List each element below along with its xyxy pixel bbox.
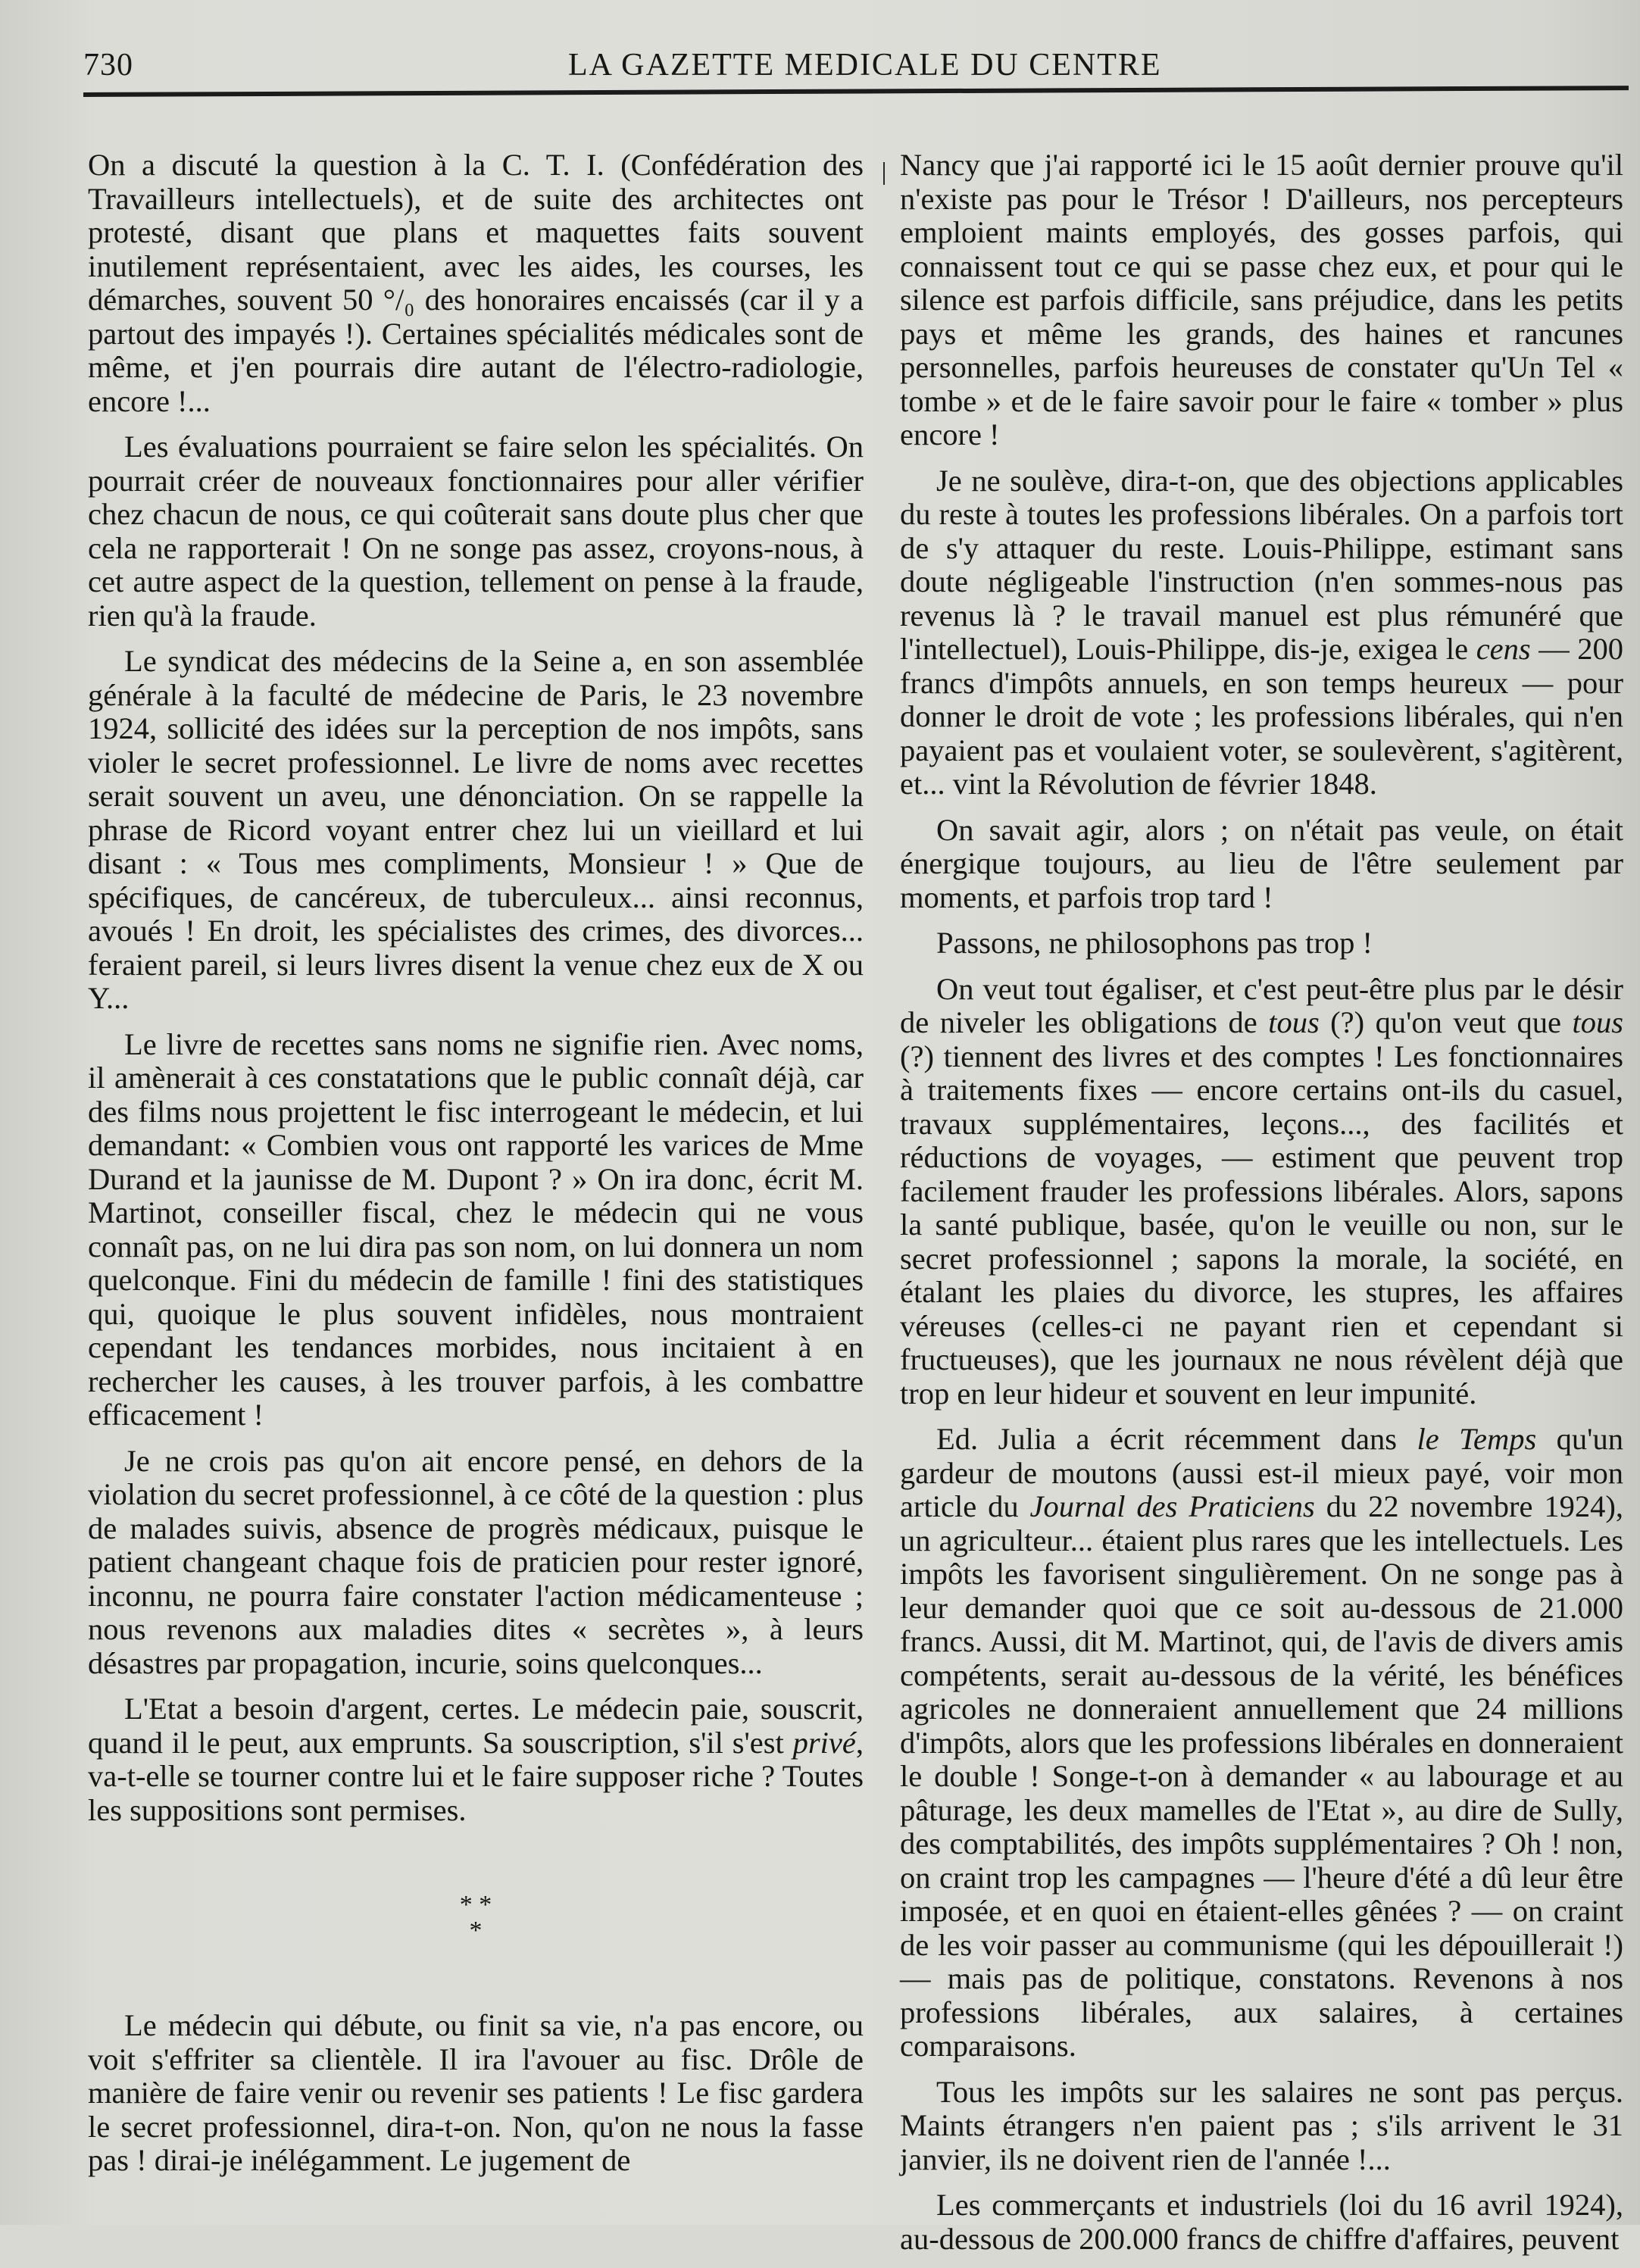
paragraph-ctI: On a discuté la question à la C. T. I. (Confédération des Travailleurs intellectuels), et de suite des architectes ont protesté, disant que plans et maquettes faits souvent inutilement représentaient, avec les aides, les courses, les démarches, souvent 50 °/₀ des honoraires encaissés (car il y a partout des impayés !). Certaines spécialités médicales sont de même, et j'en pourrais dire autant de l'électro-radiologie, encore !... xyxy=(88,148,864,418)
asterism-separator: * * * xyxy=(459,1891,492,1945)
paragraph-medecin-debute: Le médecin qui débute, ou finit sa vie, n'a pas encore, ou voit s'effriter sa clientèle. Il ira l'avouer au fisc. Drôle de manière de faire venir ou revenir ses patients ! Le fisc gardera le secret professionnel, dira-t-on. Non, qu'on ne nous la fasse pas ! dirai-je inélégamment. Le jugement de xyxy=(88,2008,864,2177)
right-column xyxy=(900,148,1623,2268)
paragraph-objections: Je ne soulève, dira-t-on, que des objections applicables du reste à toutes les professions libérales. On a parfois tort de s'y attaquer du reste. Louis-Philippe, estimant sans doute négligeable l'instruction (n'en sommes-nous pas revenus là ? le travail manuel est plus rémunéré que l'intellectuel), Louis-Philippe, dis-je, exigea le cens — 200 francs d'impôts annuels, en son temps heureux — pour donner le droit de vote ; les professions libérales, qui n'en payaient pas et voulaient voter, se soulevèrent, s'agitèrent, et... vint la Révolution de février 1848. xyxy=(900,463,1623,801)
left-column xyxy=(88,148,864,2190)
paragraph-julia: Ed. Julia a écrit récemment dans le Temps qu'un gardeur de moutons (aussi est-il mieux payé, voir mon article du Journal des Praticiens du 22 novembre 1924), un agriculteur... étaient plus rares que les intellectuels. Les impôts les favorisent singulièrement. On ne songe pas à leur demander quoi que ce soit au-dessous de 21.000 francs. Aussi, dit M. Martinot, qui, de l'avis de divers amis compétents, serait au-dessous de la vérité, les bénéfices agricoles ne donneraient annuellement que 24 millions d'impôts, alors que les professions libérales en donneraient le double ! Songe-t-on à demander « au labourage et au pâturage, les deux mamelles de l'Etat », au dire de Sully, des comptabilités, des impôts supplémentaires ? Oh ! non, on craint trop les campagnes — l'heure d'été a dû leur être imposée, et en quoi en étaient-elles gênées ? — on craint de les voir passer au communisme (qui les dépouillerait !) — mais pas de politique, constatons. Revenons à nos professions libérales, aux salaires, à certaines comparaisons. xyxy=(900,1422,1623,2063)
paragraph-etat-argent: L'Etat a besoin d'argent, certes. Le médecin paie, souscrit, quand il le peut, aux emprunts. Sa souscription, s'il s'est privé, va-t-elle se tourner contre lui et le faire supposer riche ? Toutes les suppositions sont permises. xyxy=(88,1692,864,1827)
paragraph-egaliser: On veut tout égaliser, et c'est peut-être plus par le désir de niveler les obligations de tous (?) qu'on veut que tous (?) tiennent des livres et des comptes ! Les fonctionnaires à traitements fixes — encore certains ont-ils du casuel, travaux supplémentaires, leçons..., des facilités et réductions de voyages, — estiment que peuvent trop facilement frauder les professions libérales. Alors, sapons la santé publique, basée, qu'on le veuille ou non, sur le secret professionnel ; sapons la morale, la société, en étalant les plaies du divorce, les stupres, les affaires véreuses (celles-ci ne payant rien et cependant si fructueuses), que les journaux ne nous révèlent déjà que trop en leur hideur et souvent en leur impunité. xyxy=(900,971,1623,1410)
paragraph-livre-recettes: Le livre de recettes sans noms ne signifie rien. Avec noms, il amènerait à ces constatations que le public connaît déjà, car des films nous projettent le fisc interrogeant le médecin, et lui demandant: « Combien vous ont rapporté les varices de Mme Durand et la jaunisse de M. Dupont ? » On ira donc, écrit M. Martinot, conseiller fiscal, chez le médecin qui ne vous connaît pas, on ne lui dira pas son nom, on lui donnera un nom quelconque. Fini du médecin de famille ! fini des statistiques qui, quoique le plus souvent infidèles, nous montraient cependant les tendances morbides, nous incitaient à en rechercher les causes, à les trouver parfois, à les combattre efficacement ! xyxy=(88,1026,864,1432)
page-header xyxy=(83,47,1621,92)
paragraph-syndicat: Le syndicat des médecins de la Seine a, en son assemblée générale à la faculté de médecine de Paris, le 23 novembre 1924, sollicité des idées sur la perception de nos impôts, sans violer le secret professionnel. Le livre de noms avec recettes serait souvent un aveu, une dénonciation. On se rappelle la phrase de Ricord voyant entrer chez lui un vieillard et lui disant : « Tous mes compliments, Monsieur ! » Que de spécifiques, de cancéreux, de tuberculeux... ainsi reconnus, avoués ! En droit, les spécialistes des crimes, des divorces... feraient pareil, si leurs livres disent la venue chez eux de X ou Y... xyxy=(88,644,864,1015)
paragraph-commercants: Les commerçants et industriels (loi du 16 avril 1924), au-dessous de 200.000 francs de chiffre d'affaires, peuvent xyxy=(900,2188,1623,2256)
paragraph-passons: Passons, ne philosophons pas trop ! xyxy=(936,926,1373,960)
column-divider-mark xyxy=(883,162,885,185)
paragraph-evaluations: Les évaluations pourraient se faire selon les spécialités. On pourrait créer de nouveaux fonctionnaires pour aller vérifier chez chacun de nous, ce qui coûterait sans doute plus cher que cela ne rapporterait ! On ne songe pas assez, croyons-nous, à cet autre aspect de la question, tellement on pense à la fraude, rien qu'à la fraude. xyxy=(88,430,864,633)
page-number: 730 xyxy=(83,48,133,83)
paragraph-secret-professionnel: Je ne crois pas qu'on ait encore pensé, en dehors de la violation du secret professionnel, à ce côté de la question : plus de malades suivis, absence de progrès médicaux, puisque le patient changeant chaque fois de praticien pour rester ignoré, inconnu, ne pourra faire constater l'action médicamenteuse ; nous revenons aux maladies dites « secrètes », à leurs désastres par propagation, incurie, soins quelconques... xyxy=(88,1443,864,1680)
paragraph-savait-agir: On savait agir, alors ; on n'était pas veule, on était énergique toujours, au lieu de l'être seulement par moments, et parfois trop tard ! xyxy=(900,812,1623,914)
running-title: LA GAZETTE MEDICALE DU CENTRE xyxy=(568,48,1162,83)
paragraph-impots-salaires: Tous les impôts sur les salaires ne sont pas perçus. Maints étrangers n'en paient pas ; s'ils arrivent le 31 janvier, ils ne doivent rien de l'année !... xyxy=(900,2074,1623,2176)
paragraph-nancy: Nancy que j'ai rapporté ici le 15 août dernier prouve qu'il n'existe pas pour le Trésor ! D'ailleurs, nos percepteurs emploient maints employés, des gosses parfois, qui connaissent tout ce qui se passe chez eux, et pour qui le silence est parfois difficile, sans préjudice, dans les petits pays et même les grands, des haines et rancunes personnelles, parfois heureuses de constater qu'Un Tel « tombe » et de le faire savoir pour le faire « tomber » plus encore ! xyxy=(900,148,1623,451)
